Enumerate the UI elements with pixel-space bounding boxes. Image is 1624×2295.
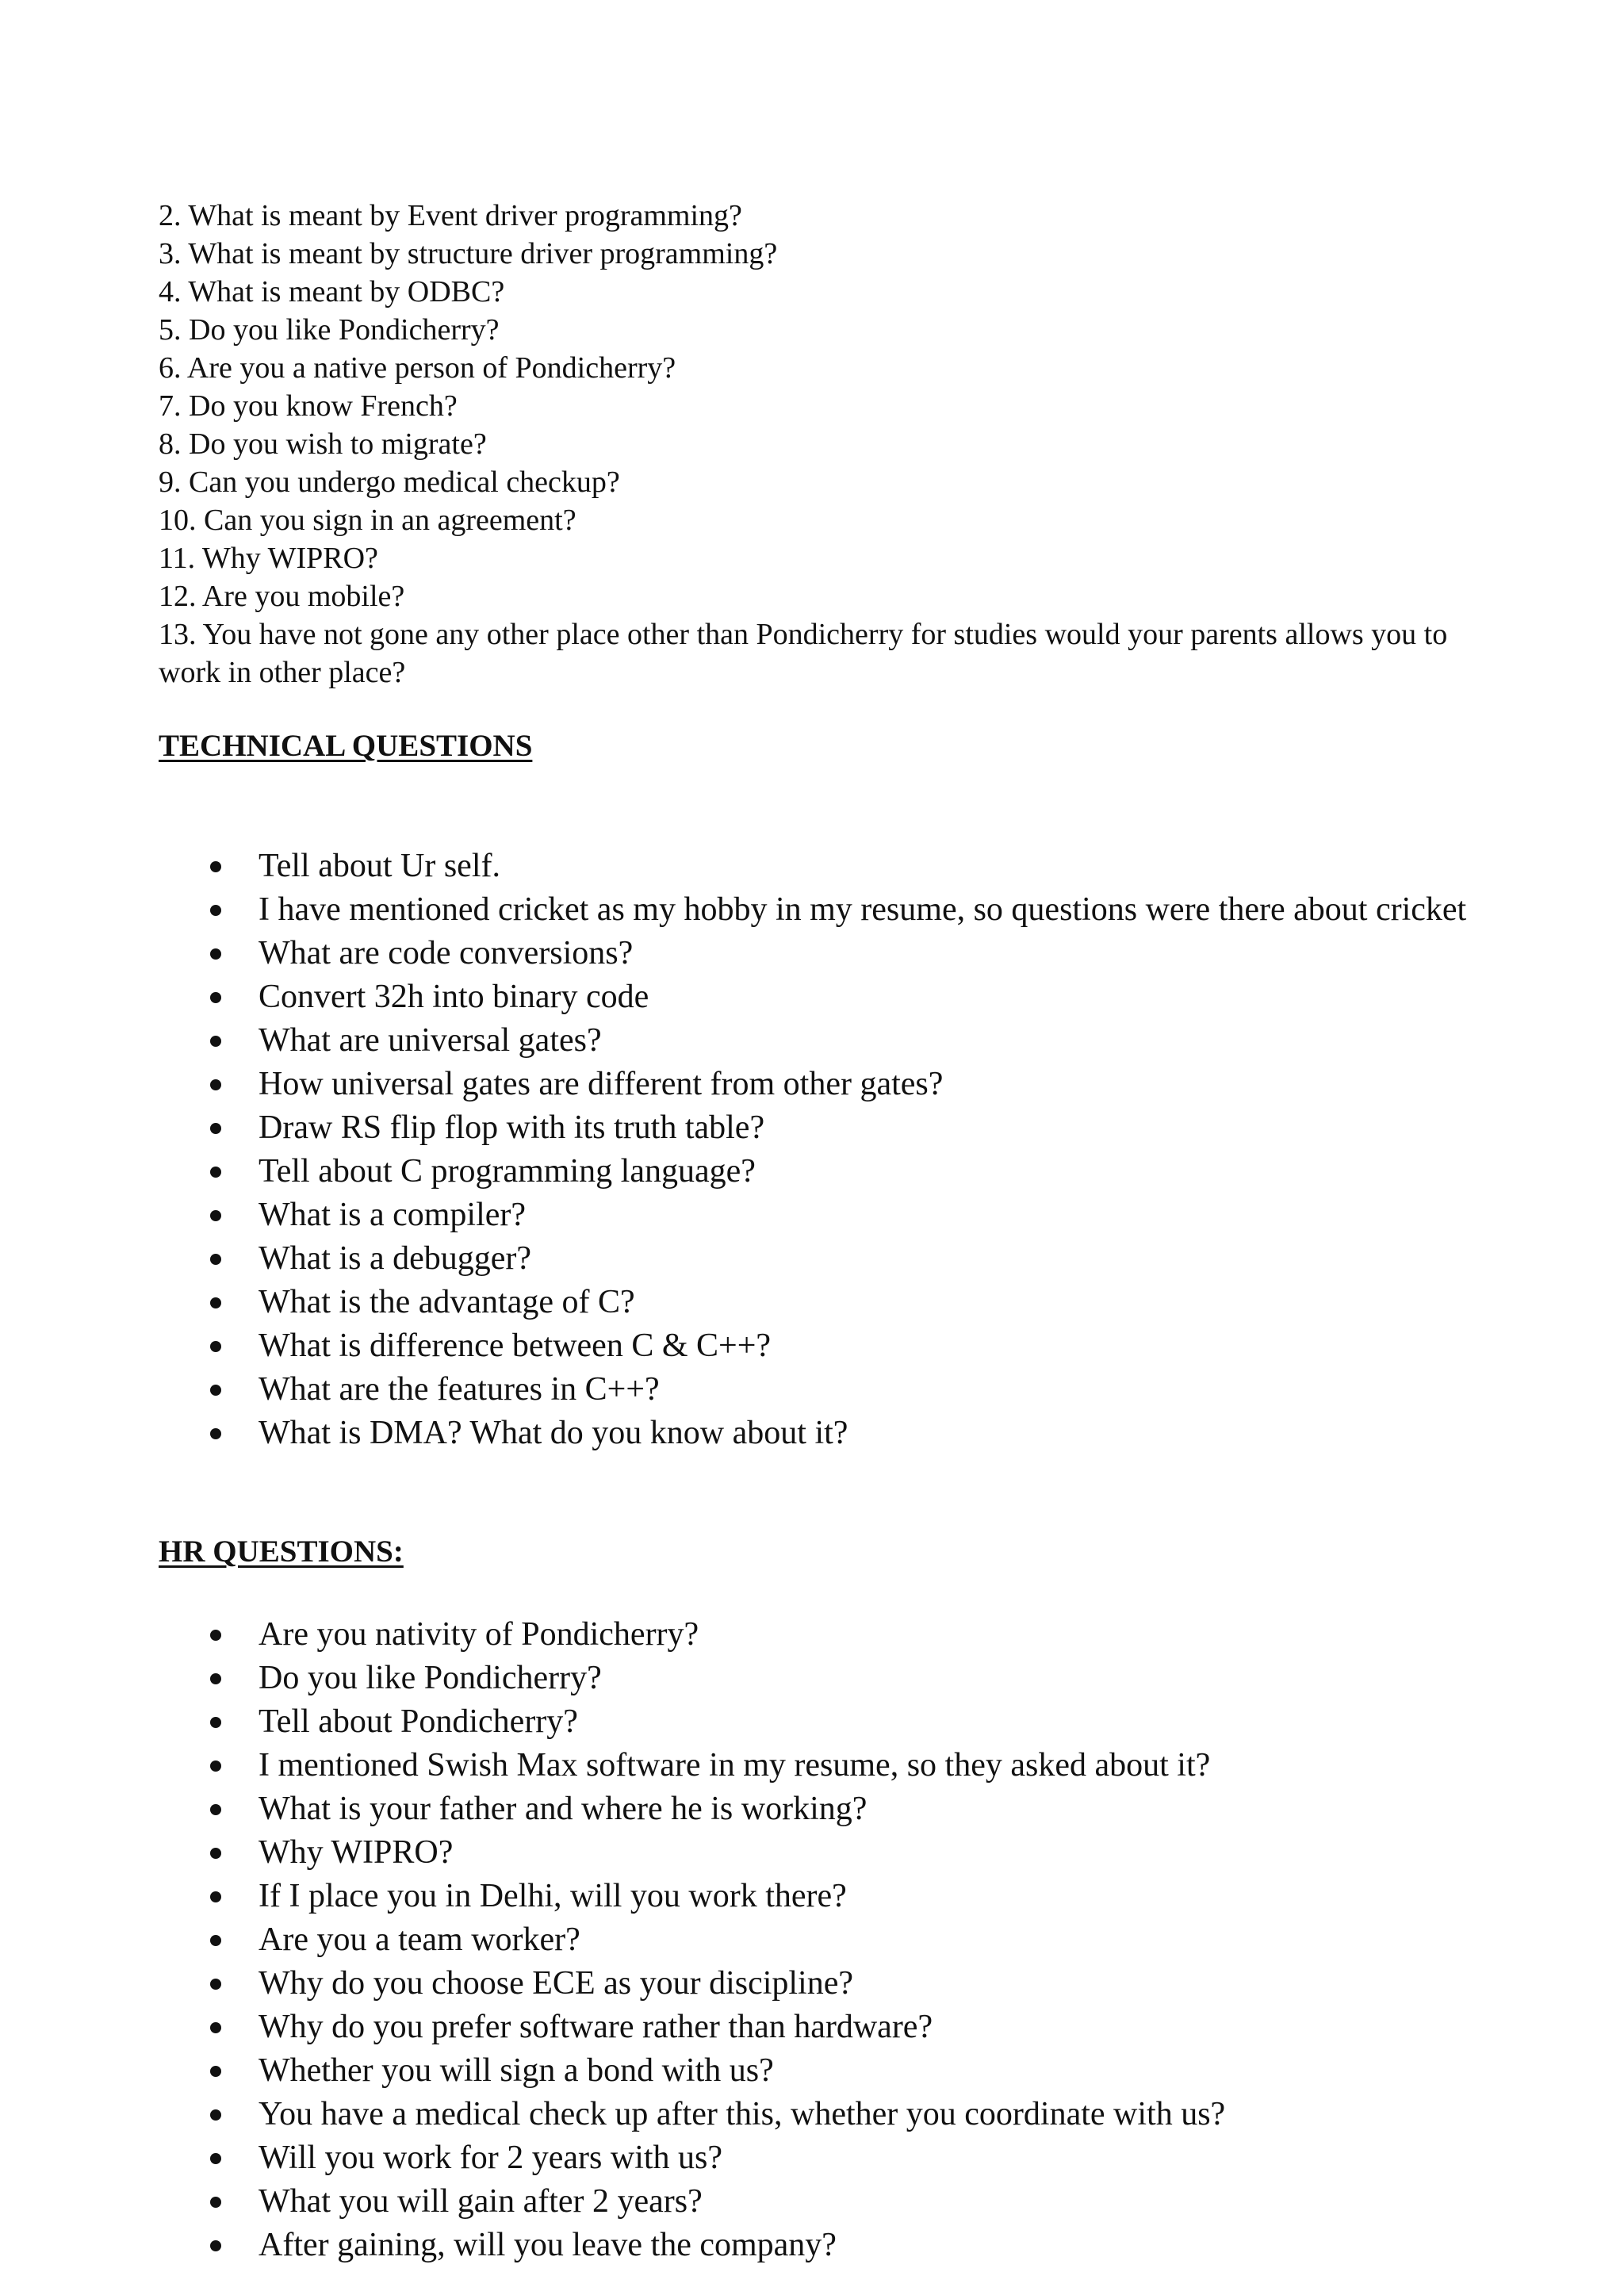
list-item [0,933,1475,974]
bullet-icon [210,905,221,916]
bullet-icon [210,1341,221,1352]
bullet-icon [210,1167,221,1178]
bullet-icon [210,2022,221,2033]
list-item-text: What are universal gates? [259,1022,602,1059]
list-item-text: What is a compiler? [259,1197,527,1233]
list-item [0,890,1475,930]
list-item [0,1964,1475,2004]
bullet-icon [210,1848,221,1859]
list-item [0,2051,1475,2091]
list-item-text: What are the features in C++? [259,1371,660,1408]
numbered-question: 13. You have not gone any other place other than Pondicherry for studies would your parents allows you to work in other place? [159,618,1448,689]
list-item-text: I have mentioned cricket as my hobby in my resume, so questions were there about cricket [259,891,1467,928]
bullet-icon [210,1935,221,1946]
list-item [0,1413,1475,1454]
numbered-question: 6. Are you a native person of Pondicherry? [159,351,676,385]
list-item [0,2138,1475,2178]
list-item-text: Tell about C programming language? [259,1153,756,1190]
list-item [0,1326,1475,1366]
numbered-question: 5. Do you like Pondicherry? [159,313,500,347]
bullet-icon [210,1385,221,1396]
list-item-text: Tell about Ur self. [259,848,500,884]
bullet-icon [210,2197,221,2208]
numbered-question: 4. What is meant by ODBC? [159,275,505,308]
technical-questions-heading: TECHNICAL QUESTIONS [159,729,533,763]
list-item [0,1151,1475,1192]
list-item-text: Convert 32h into binary code [259,979,649,1015]
list-item-text: Why do you prefer software rather than hardware? [259,2009,933,2045]
list-item-text: Are you a team worker? [259,1921,580,1958]
bullet-icon [210,1079,221,1090]
list-item [0,1282,1475,1323]
list-item-text: Are you nativity of Pondicherry? [259,1616,699,1653]
list-item [0,1702,1475,1742]
list-item-text: Do you like Pondicherry? [259,1660,602,1696]
hr-questions-heading: HR QUESTIONS: [159,1534,404,1569]
list-item [0,1745,1475,1786]
list-item-text: If I place you in Delhi, will you work there? [259,1878,847,1914]
bullet-icon [210,1428,221,1439]
list-item-text: Whether you will sign a bond with us? [259,2052,774,2089]
list-item-text: Draw RS flip flop with its truth table? [259,1109,765,1146]
bullet-icon [210,2109,221,2121]
list-item-text: Will you work for 2 years with us? [259,2140,723,2176]
numbered-question: 3. What is meant by structure driver programming? [159,237,778,270]
bullet-icon [210,1673,221,1684]
numbered-question: 10. Can you sign in an agreement? [159,504,576,537]
list-item [0,977,1475,1017]
bullet-icon [210,1297,221,1308]
numbered-question: 2. What is meant by Event driver programming? [159,199,742,232]
list-item-text: You have a medical check up after this, whether you coordinate with us? [259,2096,1226,2132]
technical-question-list [0,846,1475,1457]
list-item [0,1064,1475,1105]
list-item-text: How universal gates are different from other gates? [259,1066,944,1102]
list-item [0,2007,1475,2048]
numbered-question: 12. Are you mobile? [159,580,405,613]
list-item [0,2225,1475,2266]
bullet-icon [210,1036,221,1047]
bullet-icon [210,1761,221,1772]
list-item-text: What are code conversions? [259,935,634,971]
list-item [0,1195,1475,1236]
bullet-icon [210,1254,221,1265]
bullet-icon [210,1630,221,1641]
bullet-icon [210,2153,221,2164]
list-item-text: What is your father and where he is working? [259,1791,868,1827]
bullet-icon [210,992,221,1003]
bullet-icon [210,1891,221,1902]
list-item [0,1108,1475,1148]
numbered-question: 7. Do you know French? [159,389,458,423]
bullet-icon [210,1804,221,1815]
numbered-question: 11. Why WIPRO? [159,542,378,575]
list-item [0,1615,1475,1655]
list-item-text: What is the advantage of C? [259,1284,635,1320]
numbered-question: 8. Do you wish to migrate? [159,427,487,461]
list-item-text: What you will gain after 2 years? [259,2183,703,2220]
list-item [0,1833,1475,1873]
list-item-text: What is DMA? What do you know about it? [259,1415,848,1451]
list-item-text: What is difference between C & C++? [259,1328,772,1364]
numbered-question-list [159,197,1459,692]
bullet-icon [210,948,221,960]
bullet-icon [210,2240,221,2251]
list-item [0,2094,1475,2135]
hr-question-list [0,1615,1475,2269]
list-item-text: After gaining, will you leave the company? [259,2227,837,2263]
list-item [0,1021,1475,1061]
bullet-icon [210,1717,221,1728]
list-item-text: Why WIPRO? [259,1834,454,1871]
bullet-icon [210,1123,221,1134]
list-item [0,1876,1475,1917]
list-item [0,1239,1475,1279]
list-item [0,1920,1475,1960]
list-item [0,846,1475,887]
list-item [0,1658,1475,1699]
bullet-icon [210,861,221,872]
list-item [0,2182,1475,2222]
bullet-icon [210,1210,221,1221]
list-item [0,1789,1475,1829]
list-item-text: Tell about Pondicherry? [259,1703,578,1740]
list-item-text: What is a debugger? [259,1240,532,1277]
bullet-icon [210,1979,221,1990]
list-item-text: Why do you choose ECE as your discipline? [259,1965,854,2002]
list-item [0,1370,1475,1410]
bullet-icon [210,2066,221,2077]
list-item-text: I mentioned Swish Max software in my resume, so they asked about it? [259,1747,1211,1784]
numbered-question: 9. Can you undergo medical checkup? [159,466,620,499]
